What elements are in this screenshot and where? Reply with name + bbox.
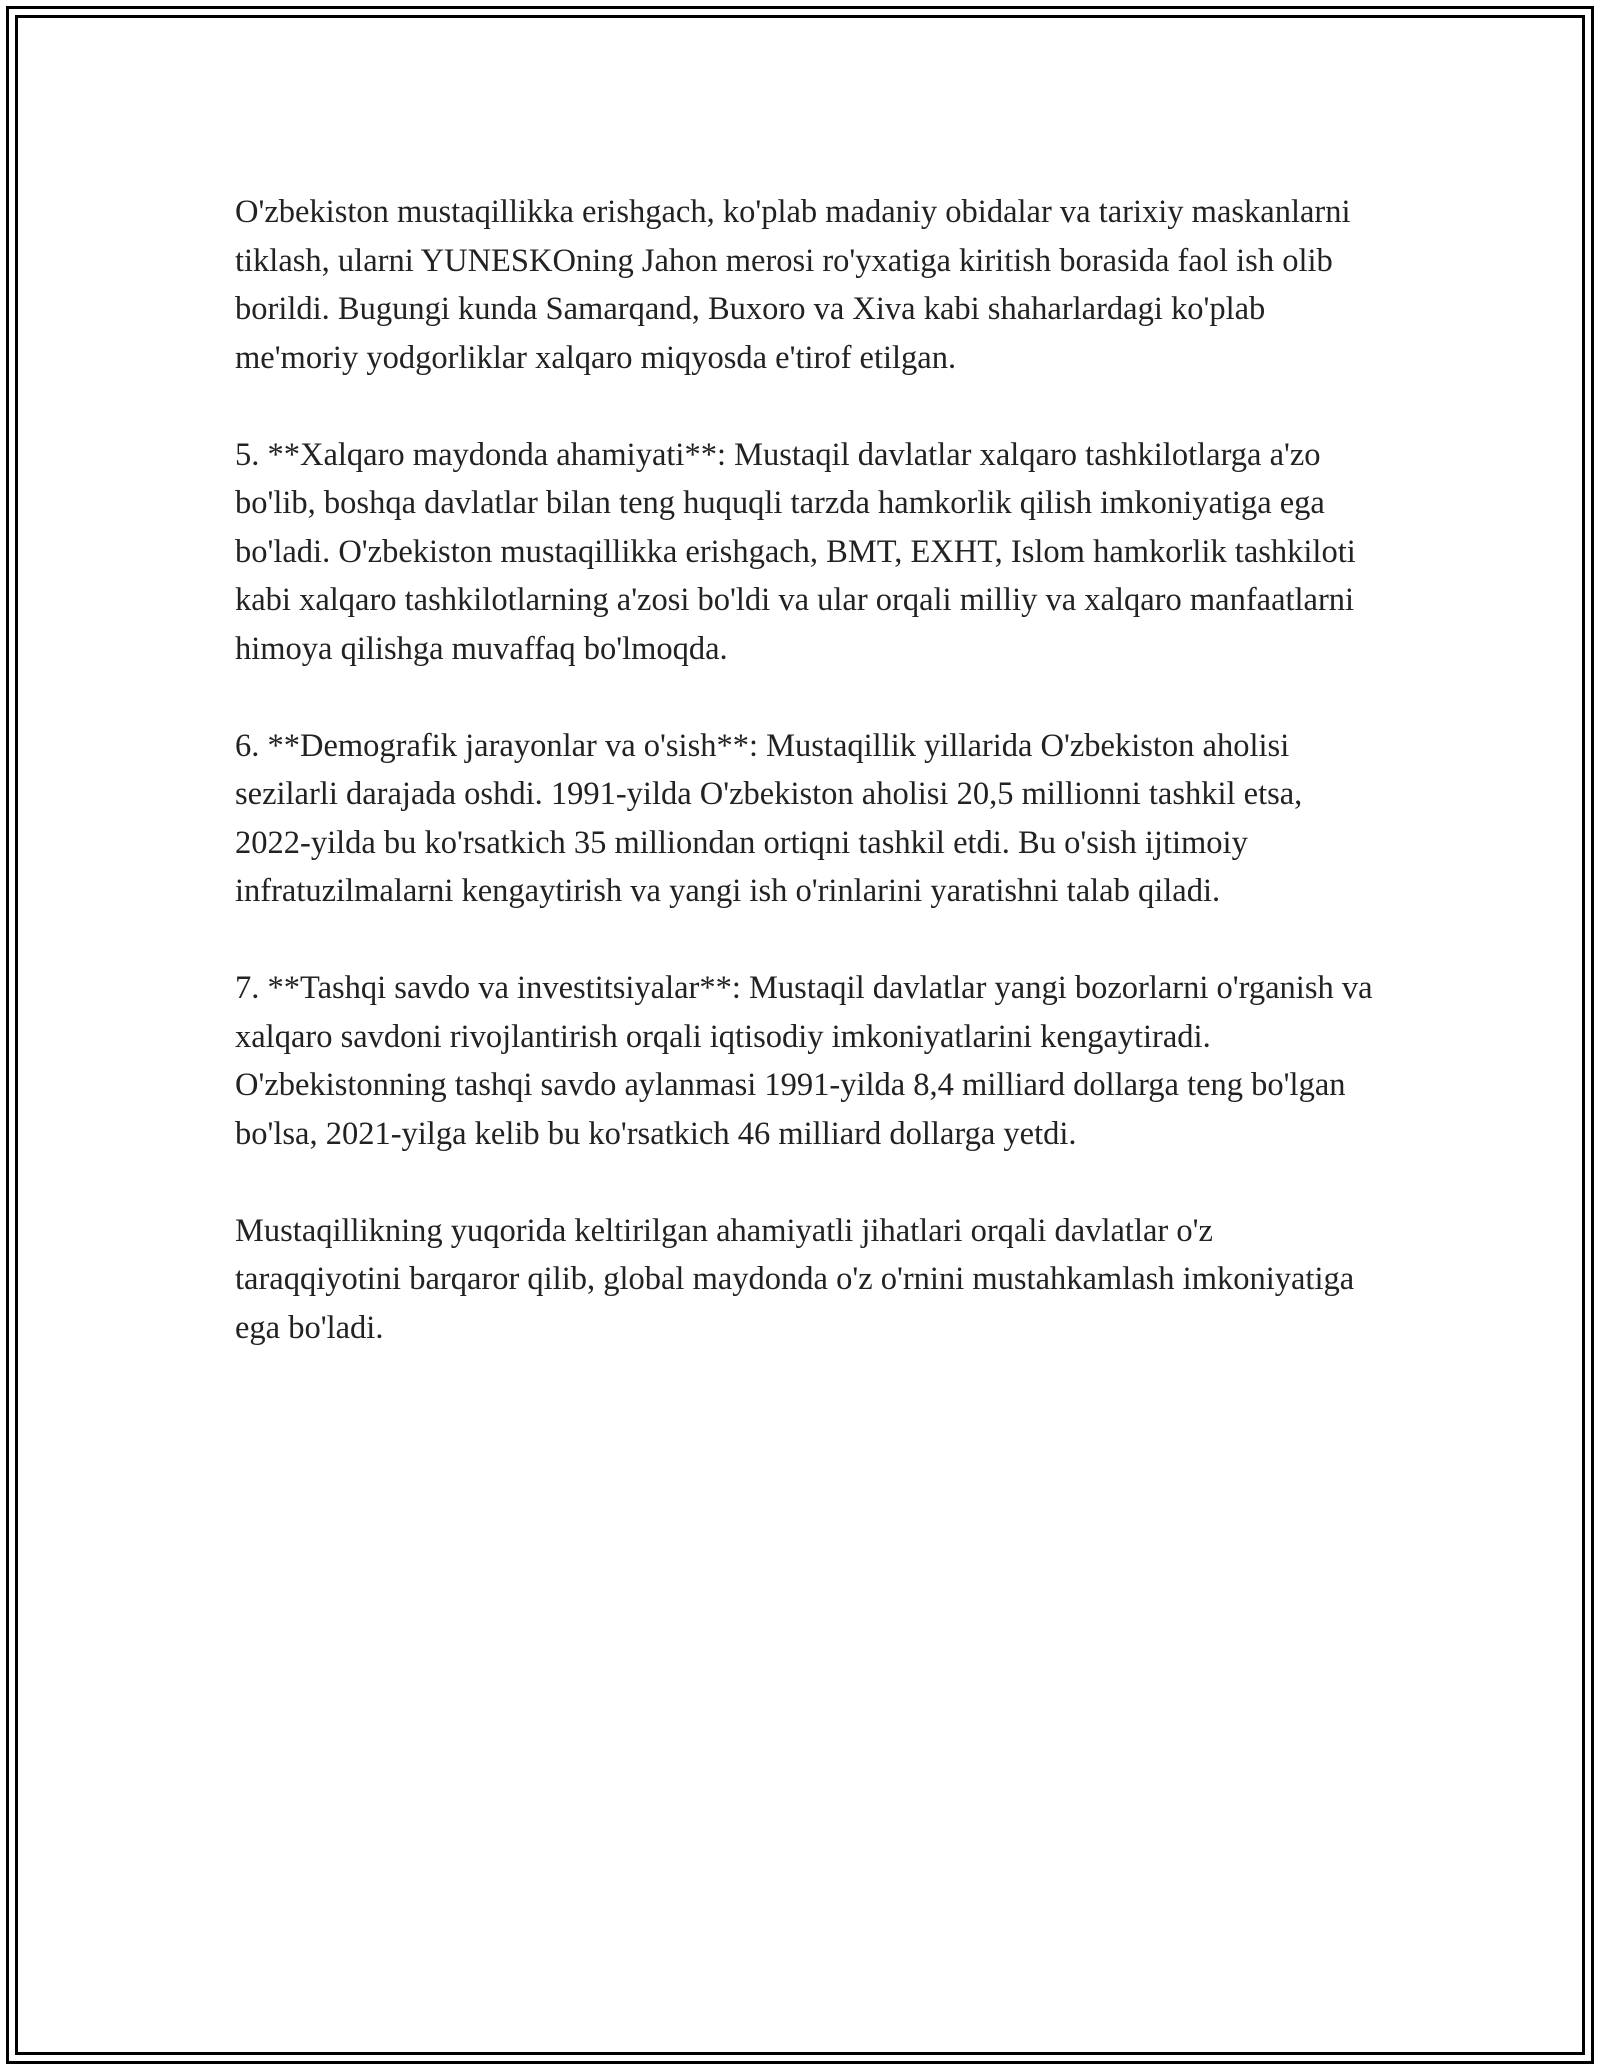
paragraph-international-significance: 5. **Xalqaro maydonda ahamiyati**: Mustaqil davlatlar xalqaro tashkilotlarga a'zo bo'lib, boshqa davlatlar bilan teng huquqli tarzda hamkorlik qilish imkoniyatiga ega bo'ladi. O'zbekiston mustaqillikka erishgach, BMT, EXHT, Islom hamkorlik tashkiloti kabi xalqaro tashkilotlarning a'zosi bo'ldi va ular orqali milliy va xalqaro manfaatlarni himoya qilishga muvaffaq bo'lmoqda.: [235, 436, 1356, 667]
paragraph-conclusion: Mustaqillikning yuqorida keltirilgan ahamiyatli jihatlari orqali davlatlar o'z taraqqiyotini barqaror qilib, global maydonda o'z o'rnini mustahkamlash imkoniyatiga ega bo'ladi.: [235, 1212, 1355, 1346]
paragraph-heritage: O'zbekiston mustaqillikka erishgach, ko'plab madaniy obidalar va tarixiy maskanlarni tiklash, ularni YUNESKOning Jahon merosi ro'yxatiga kiritish borasida faol ish olib borildi. Bugungi kunda Samarqand, Buxoro va Xiva kabi shaharlardagi ko'plab me'moriy yodgorliklar xalqaro miqyosda e'tirof etilgan.: [235, 194, 1351, 376]
paragraph-demographics: 6. **Demografik jarayonlar va o'sish**: Mustaqillik yillarida O'zbekiston aholisi sezilarli darajada oshdi. 1991-yilda O'zbekiston aholisi 20,5 millionni tashkil etsa, 2022-yilda bu ko'rsatkich 35 milliondan ortiqni tashkil etdi. Bu o'sish ijtimoiy infratuzilmalarni kengaytirish va yangi ish o'rinlarini yaratishni talab qiladi.: [235, 727, 1303, 909]
document-body: [235, 188, 1375, 1352]
paragraph-foreign-trade: 7. **Tashqi savdo va investitsiyalar**: Mustaqil davlatlar yangi bozorlarni o'rganish va xalqaro savdoni rivojlantirish orqali iqtisodiy imkoniyatlarini kengaytiradi. O'zbekistonning tashqi savdo aylanmasi 1991-yilda 8,4 milliard dollarga teng bo'lgan bo'lsa, 2021-yilga kelib bu ko'rsatkich 46 milliard dollarga yetdi.: [235, 970, 1373, 1152]
